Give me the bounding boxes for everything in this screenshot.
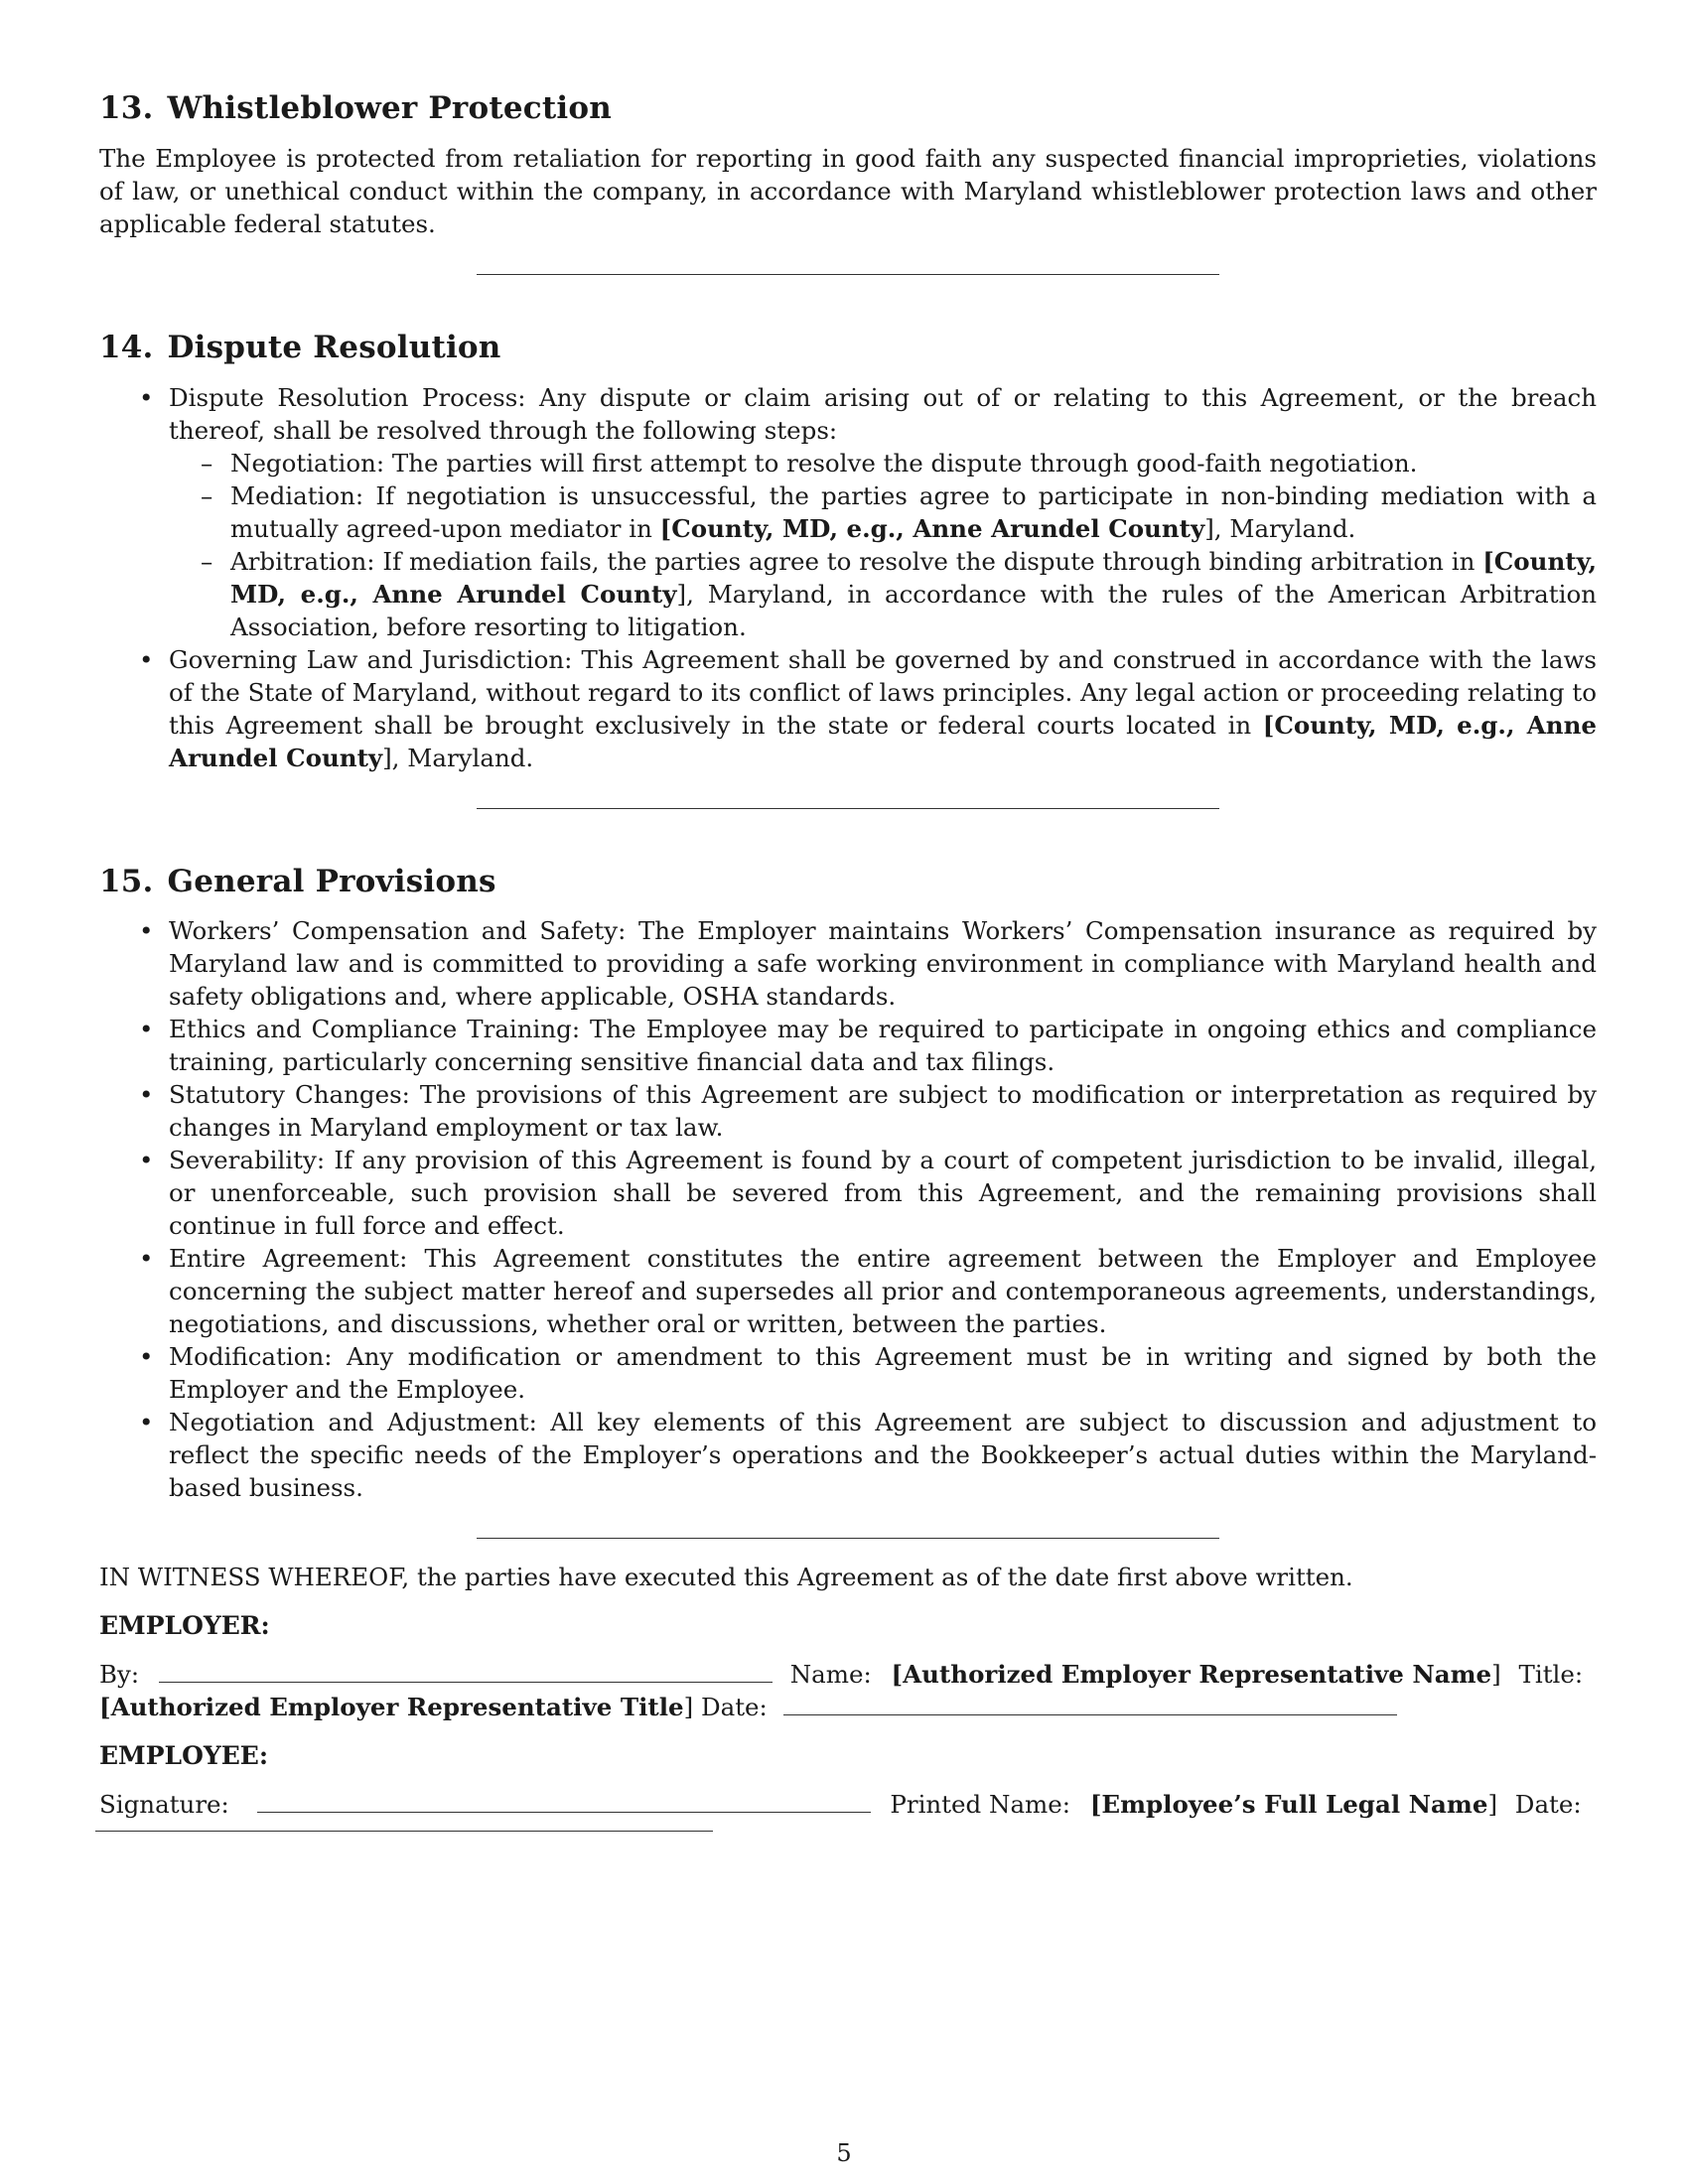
arbitration-text-end: ], Maryland, in accordance with the rules of the American Arbitration Association, before resorting to litigation. [230,579,1597,641]
section-body: The Employee is protected from retaliation for reporting in good faith any suspected financial improprieties, violations of law, or unethical conduct within the company, in accordance with Maryland whistleblower protection laws and other applicable federal statutes. [99,143,1597,238]
employer-label: EMPLOYER: [99,1611,270,1641]
list-item: • Workers’ Compensation and Safety: The Employer maintains Workers’ Compensation insurance as required by Maryland law and is committed to providing a safe working environment in compliance with Maryland health and safety obligations and, where applicable, OSHA standards. [169,914,1597,1013]
section-general-provisions [99,863,1597,1505]
page-number: 5 [836,2139,852,2167]
bullet-list [99,914,1597,1504]
signature-section [99,1561,1597,1832]
section-title: Dispute Resolution [167,329,501,365]
employer-signature-block [99,1658,1597,1723]
employee-name-placeholder: [Employee’s Full Legal Name [1089,1790,1488,1820]
close-bracket: ] [683,1693,694,1722]
section-number: 14. [99,329,154,365]
sub-list [169,447,1597,643]
section-title: General Provisions [167,863,496,899]
employer-date-line[interactable] [783,1693,1397,1715]
sub-list-item [230,545,1597,643]
by-label: By: [99,1660,140,1690]
employer-name-placeholder: [Authorized Employer Representative Name [891,1660,1492,1690]
governing-law-text: Governing Law and Jurisdiction: This Agreement shall be governed by and construed in accordance with the laws of the State of Maryland, without regard to its conflict of laws principles. Any legal action or proceeding relating to this Agreement shall be brought exclusively in the state or federal courts located in [169,644,1597,740]
employer-signature-line[interactable] [159,1660,773,1683]
dispute-process-text: Dispute Resolution Process: Any dispute or claim arising out of or relating to this Agreement, or the breach thereof, shall be resolved through the following steps: [169,382,1597,445]
signature-label: Signature: [99,1790,229,1820]
document-page [99,89,1597,1847]
negotiation-text: Negotiation: The parties will first attempt to resolve the dispute through good-faith negotiation. [230,448,1418,478]
section-heading [99,89,1597,128]
arbitration-text: Arbitration: If mediation fails, the parties agree to resolve the dispute through binding arbitration in [230,546,1483,576]
county-placeholder: [County, MD, e.g., Anne Arundel County [169,710,1597,772]
section-divider [477,274,1219,275]
sub-list-item [230,447,1597,479]
sub-list-item [230,479,1597,545]
employee-signature-line[interactable] [257,1790,871,1813]
section-divider [477,808,1219,809]
printed-name-label: Printed Name: [890,1790,1071,1820]
list-item: • Modification: Any modification or amendment to this Agreement must be in writing and signed by both the Employer and the Employee. [169,1340,1597,1406]
list-item [169,381,1597,643]
name-label: Name: [789,1660,872,1690]
date-label: Date: [1514,1790,1582,1820]
section-heading [99,863,1597,901]
section-dispute-resolution [99,329,1597,774]
governing-law-text-end: ], Maryland. [382,743,534,772]
section-whistleblower-protection [99,89,1597,240]
mediation-text-end: ], Maryland. [1204,513,1356,543]
close-bracket: ] [1487,1790,1497,1820]
list-item: • Entire Agreement: This Agreement constitutes the entire agreement between the Employer and Employee concerning the subject matter hereof and supersedes all prior and contemporaneous agreements, understandings, negotiations, and discussions, whether oral or written, between the parties. [169,1242,1597,1340]
county-placeholder: [County, MD, e.g., Anne Arundel County [659,513,1205,543]
section-number: 15. [99,863,154,899]
employer-title-placeholder: [Authorized Employer Representative Title [99,1693,684,1722]
list-item [169,643,1597,774]
employee-label: EMPLOYEE: [99,1741,269,1771]
list-item: • Negotiation and Adjustment: All key elements of this Agreement are subject to discussion and adjustment to reflect the specific needs of the Employer’s operations and the Bookkeeper’s actual duties within the Maryland-based business. [169,1406,1597,1504]
list-item: • Ethics and Compliance Training: The Employee may be required to participate in ongoing ethics and compliance training, particularly concerning sensitive financial data and tax filings. [169,1013,1597,1078]
list-item: • Severability: If any provision of this Agreement is found by a court of competent jurisdiction to be invalid, illegal, or unenforceable, such provision shall be severed from this Agreement, and the remaining provisions shall continue in full force and effect. [169,1144,1597,1242]
section-number: 13. [99,90,154,126]
county-placeholder: [County, MD, e.g., Anne Arundel County [230,546,1597,609]
section-divider [477,1538,1219,1539]
section-heading [99,329,1597,367]
witness-statement: IN WITNESS WHEREOF, the parties have executed this Agreement as of the date first above written. [99,1563,1353,1592]
mediation-text: Mediation: If negotiation is unsuccessful, the parties agree to participate in non-binding mediation with a mutually agreed-upon mediator in [230,480,1597,543]
employee-signature-block [99,1788,1597,1832]
list-item: • Statutory Changes: The provisions of this Agreement are subject to modification or interpretation as required by changes in Maryland employment or tax law. [169,1078,1597,1144]
date-label: Date: [700,1693,768,1722]
title-label: Title: [1518,1660,1584,1690]
bullet-list [99,381,1597,774]
employee-date-line[interactable] [95,1831,713,1832]
close-bracket: ] [1491,1660,1501,1690]
section-title: Whistleblower Protection [167,90,612,126]
